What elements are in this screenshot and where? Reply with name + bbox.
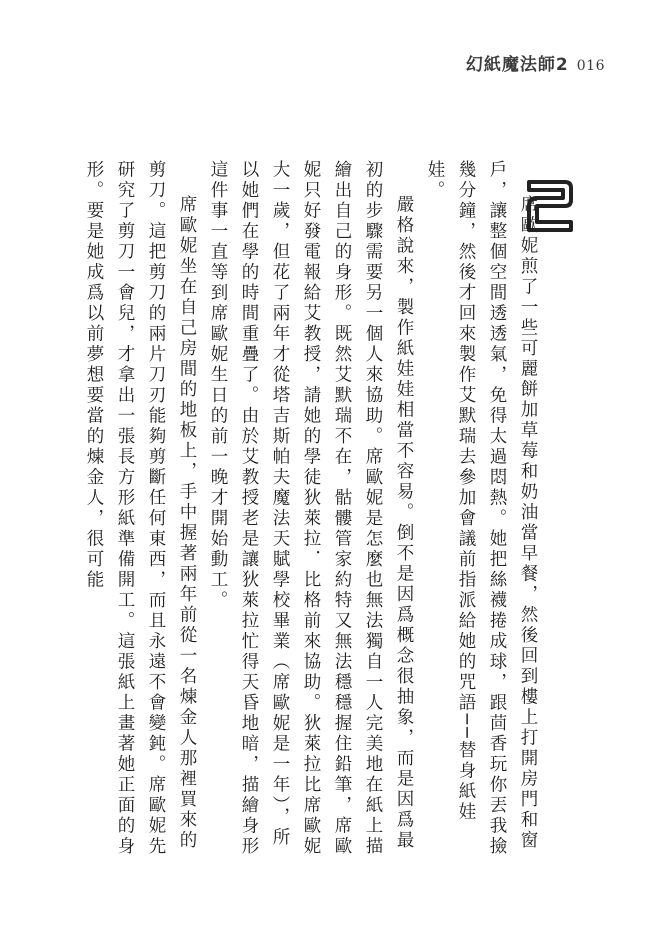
- paragraph-2: 嚴格說來，製作紙娃娃相當不容易。倒不是因爲概念很抽象，而是因爲最初的步驟需要另一個人來協助。席歐妮是怎麼也無法獨自一人完美地在紙上描繪出自己的身形。既然艾默瑞不在，骷髏管家約特又無法穩穩握住鉛筆，席歐妮只好發電報給艾教授，請她的學徒狄萊拉．比格前來協助。狄萊拉比席歐妮大一歲，但花了兩年才從塔吉斯帕夫魔法天賦學校畢業（席歐妮是一年），所以她們在學的時間重疊了。由於艾教授老是讓狄萊拉忙得天昏地暗，描繪身形這件事一直等到席歐妮生日的前一晚才開始動工。: [208, 160, 414, 857]
- page-number: 016: [576, 58, 605, 74]
- body-text: [78, 160, 543, 860]
- paragraph-1: 席歐妮煎了一些可麗餅加草莓和奶油當早餐，然後回到樓上打開房門和窗戶，讓整個空間透透氣，免得太過悶熱。她把絲襪捲成球，跟茴香玩你丟我撿幾分鐘，然後才回來製作艾默瑞去參加會議前指派給她的咒語──替身紙娃娃。: [425, 160, 538, 857]
- book-title: 幻紙魔法師2: [465, 55, 569, 75]
- paragraph-3: 席歐妮坐在自己房間的地板上，手中握著兩年前從一名煉金人那裡買來的剪刀。這把剪刀的兩片刀刃能夠剪斷任何東西，而且永遠不會變鈍。席歐妮先研究了剪刀一會兒，才拿出一張長方形紙準備開工。這張紙上畫著她正面的身形。要是她成爲以前夢想要當的煉金人，很可能: [84, 160, 197, 857]
- running-header: [466, 50, 605, 75]
